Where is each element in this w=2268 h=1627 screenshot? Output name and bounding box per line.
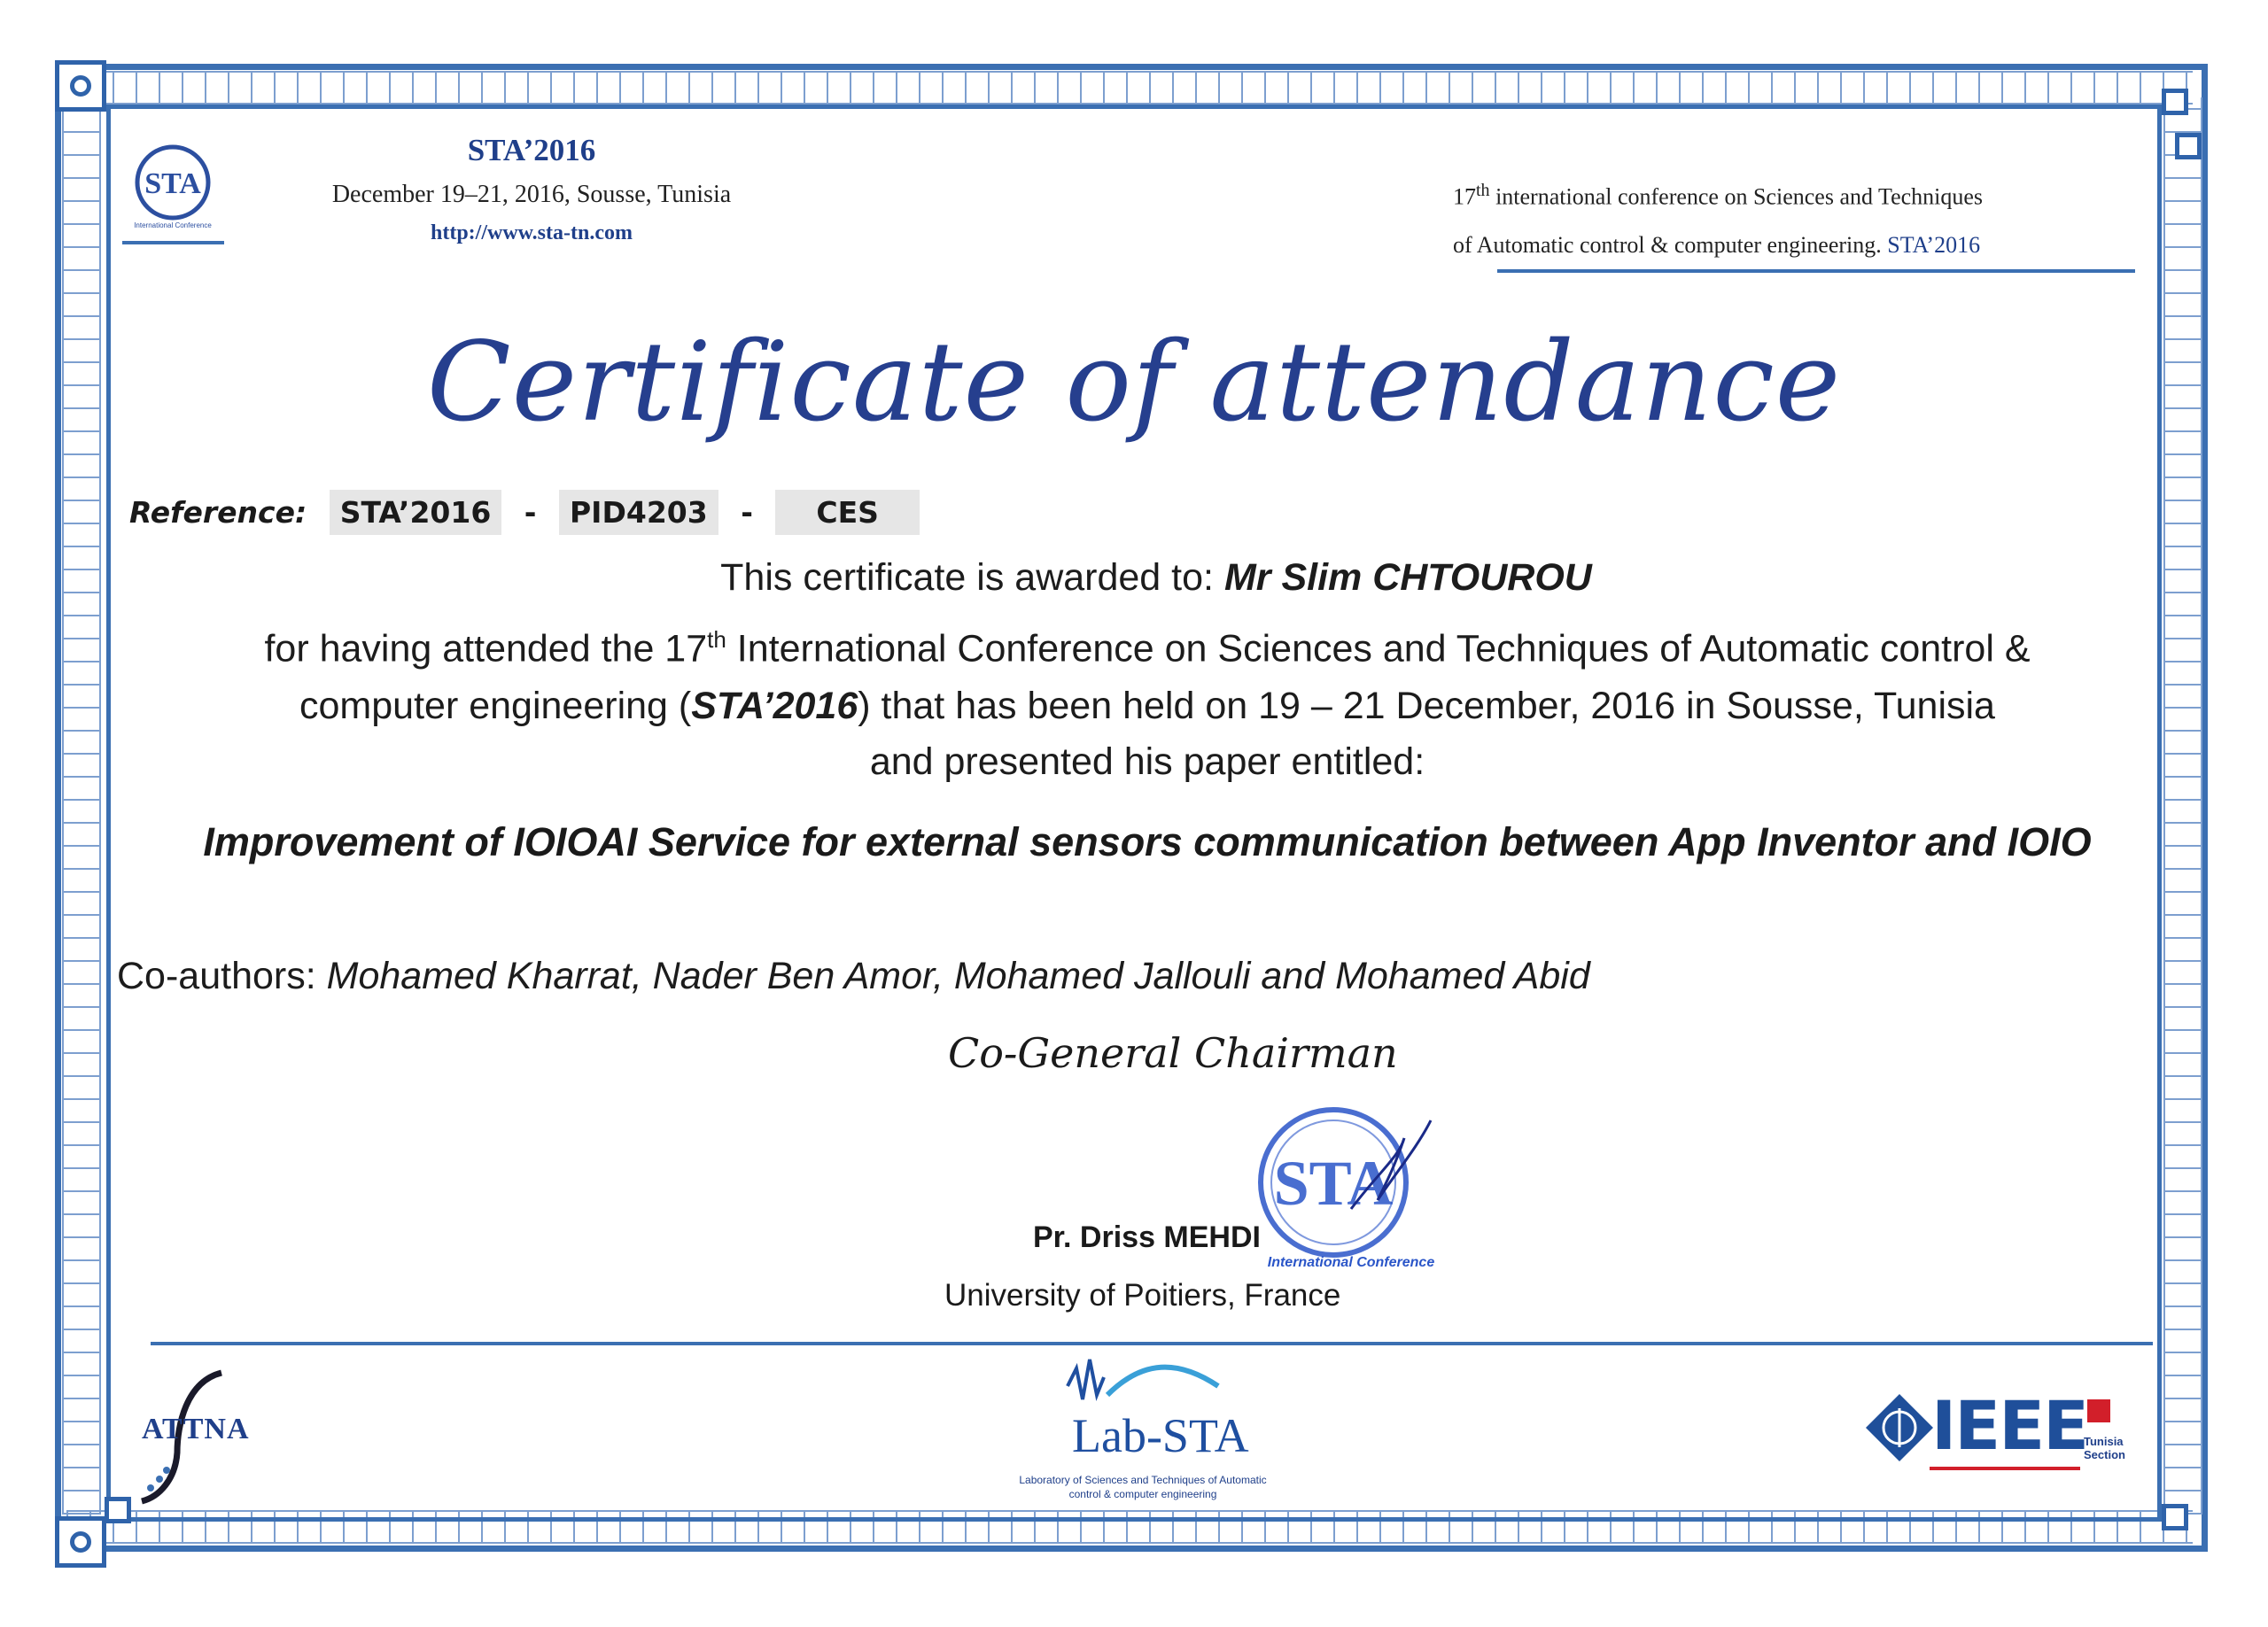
reference-row	[129, 490, 920, 535]
reference-separator: -	[524, 495, 537, 530]
ieee-underline	[1930, 1467, 2080, 1470]
conference-title: STA’2016	[467, 133, 596, 167]
signatory-role: Co-General Chairman	[948, 1029, 1398, 1077]
ieee-wordmark: IEEE	[1931, 1386, 2088, 1465]
body-line-2: computer engineering (STA’2016) that has been held on 19 – 21 December, 2016 in Sousse, Tunisia	[299, 685, 1995, 727]
attna-text: ATTNA	[142, 1413, 250, 1445]
header-conference-description	[1453, 167, 2162, 269]
reference-part-paper-id: PID4203	[559, 490, 718, 535]
coauthors-names: Mohamed Kharrat, Nader Ben Amor, Mohamed Jallouli and Mohamed Abid	[326, 955, 1590, 997]
tunisia-flag-icon	[2087, 1399, 2110, 1422]
coauthors-line	[117, 955, 1590, 998]
conference-url[interactable]: http://www.sta-tn.com	[431, 221, 633, 244]
signatory-affiliation: University of Poitiers, France	[944, 1278, 1341, 1313]
corner-ornament-top-left	[55, 60, 106, 112]
labsta-wave-icon	[1063, 1351, 1223, 1413]
reference-separator: -	[741, 495, 753, 530]
corner-ornament-bottom-right	[2162, 1504, 2188, 1530]
corner-ornament-top-right	[2162, 89, 2188, 115]
header-conference-info	[266, 133, 797, 245]
awarded-prefix: This certificate is awarded to:	[720, 556, 1214, 599]
top-fret	[66, 71, 2193, 105]
awarded-line	[22, 556, 2268, 600]
body-line-3: and presented his paper entitled:	[869, 740, 1425, 783]
corner-ornament-bottom-left	[55, 1516, 106, 1568]
corner-ornament-top-right-2	[2175, 133, 2202, 159]
conference-dates: December 19–21, 2016, Sousse, Tunisia	[331, 181, 732, 208]
header-right-tag: STA’2016	[1887, 231, 1981, 258]
sta-logo-caption: International Conference	[134, 221, 212, 229]
recipient-name: Mr Slim CHTOUROU	[1223, 556, 1592, 599]
header-rule-left	[122, 241, 224, 244]
sta-logo	[128, 142, 217, 230]
ieee-section-label: Tunisia Section	[2084, 1435, 2125, 1461]
certificate-title: Certificate of attendance	[426, 319, 1842, 446]
ieee-diamond-icon	[1864, 1392, 1935, 1463]
conference-acronym: STA’2016	[691, 685, 858, 727]
stamp-text: STA	[1273, 1148, 1394, 1219]
left-fret	[62, 97, 101, 1515]
sta-stamp	[1245, 1085, 1440, 1289]
header-rule-right	[1497, 269, 2135, 273]
header-right-line-1: 17th international conference on Sciences and Techniques	[1453, 181, 1984, 210]
right-fret	[2163, 97, 2202, 1515]
coauthors-label: Co-authors:	[117, 955, 316, 997]
labsta-subtitle: Laboratory of Sciences and Techniques of Automatic control & computer engineering	[1019, 1474, 1267, 1500]
header-right-line-2: of Automatic control & computer engineering. STA’2016	[1453, 231, 1981, 258]
signatory-name: Pr. Driss MEHDI	[1033, 1220, 1261, 1254]
footer-rule	[151, 1342, 2153, 1345]
body-line-1: for having attended the 17th International Conference on Sciences and Techniques of Automatic control &	[264, 626, 2031, 670]
sta-logo-text: STA	[144, 167, 201, 200]
reference-label: Reference:	[129, 495, 307, 530]
reference-part-session: CES	[775, 490, 920, 535]
paper-title: Improvement of IOIOAI Service for external sensors communication between App Inventor and IOIO	[203, 819, 2092, 864]
labsta-name: Lab-STA	[1072, 1409, 1249, 1462]
reference-part-conference: STA’2016	[330, 490, 502, 535]
stamp-caption: International Conference	[1267, 1255, 1435, 1270]
